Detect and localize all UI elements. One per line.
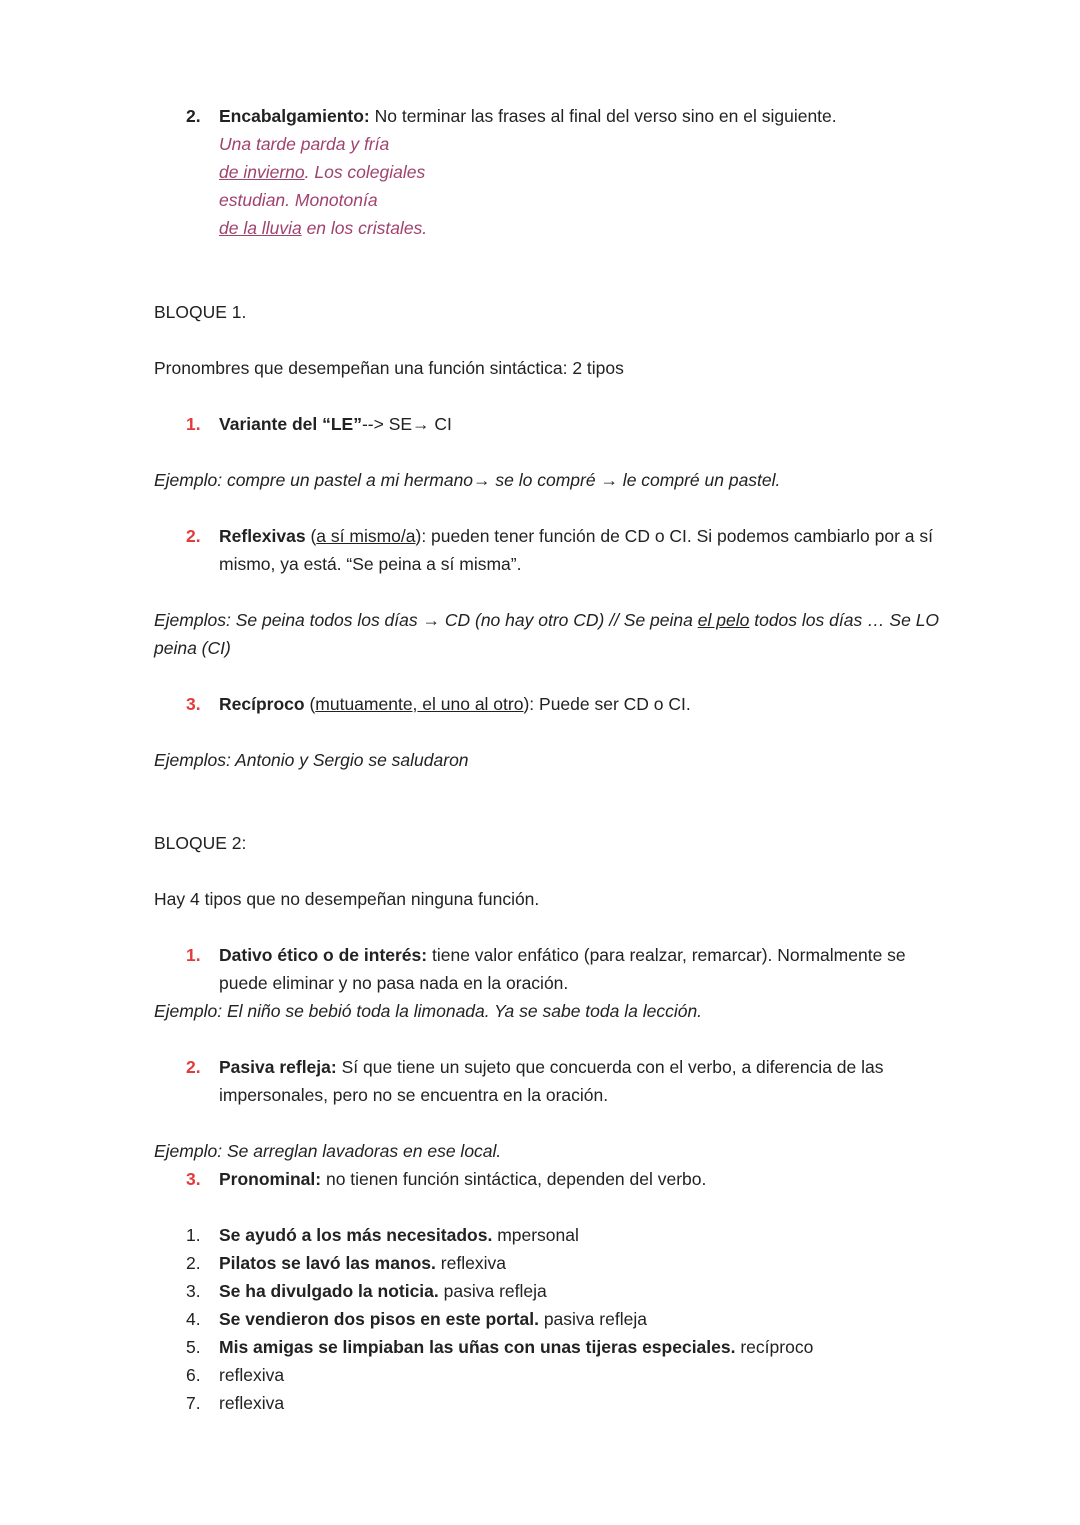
exercise-answer: reflexiva xyxy=(440,1253,506,1273)
item-text: tiene valor enfático (para realzar, remarcar). Normalmente se xyxy=(431,945,906,965)
term: Variante del “LE” xyxy=(219,414,362,434)
list-item xyxy=(219,1055,975,1079)
section-intro: Pronombres que desempeñan una función sintáctica: 2 tipos xyxy=(154,358,624,378)
exercise-number: 4. xyxy=(186,1309,201,1329)
example xyxy=(154,608,975,632)
term: Pasiva refleja: xyxy=(219,1057,337,1077)
exercise-item xyxy=(219,1279,547,1303)
list-item xyxy=(219,1167,706,1191)
term: Pronominal: xyxy=(219,1169,322,1189)
list-number: 3. xyxy=(186,694,201,714)
exercise-answer: pasiva refleja xyxy=(443,1281,547,1301)
exercise-sentence: Se ayudó a los más necesitados. xyxy=(219,1225,493,1245)
exercise-item xyxy=(219,1251,506,1275)
exercise-sentence: Pilatos se lavó las manos. xyxy=(219,1253,436,1273)
item-text: no tienen función sintáctica, dependen del verbo. xyxy=(325,1169,707,1189)
underlined-text: de la lluvia xyxy=(219,218,302,238)
example-text: Ejemplo: compre un pastel a mi hermano→ se lo compré → le compré un pastel. xyxy=(154,470,781,490)
exercise-item xyxy=(219,1391,284,1415)
verse-text: . Los colegiales xyxy=(304,162,426,182)
example-text: Ejemplo: Se arreglan lavadoras en ese local. xyxy=(154,1141,502,1161)
example xyxy=(154,468,780,492)
example-text: Ejemplos: Antonio y Sergio se saludaron xyxy=(154,750,469,770)
item-text: Sí que tiene un sujeto que concuerda con el verbo, a diferencia de las xyxy=(341,1057,884,1077)
exercise-item xyxy=(219,1307,647,1331)
exercise-answer: pasiva refleja xyxy=(543,1309,647,1329)
exercise-sentence: Se ha divulgado la noticia. xyxy=(219,1281,439,1301)
exercise-answer: recíproco xyxy=(740,1337,814,1357)
example-continuation xyxy=(154,636,231,660)
term: Reflexivas xyxy=(219,526,306,546)
section-intro: Hay 4 tipos que no desempeñan ninguna función. xyxy=(154,889,540,909)
term: Encabalgamiento: xyxy=(219,106,370,126)
section-title: BLOQUE 1. xyxy=(154,302,247,322)
definition-text: No terminar las frases al final del verso sino en el siguiente. xyxy=(374,106,837,126)
section-title: BLOQUE 2: xyxy=(154,833,247,853)
underlined-text: a sí mismo/a xyxy=(316,526,416,546)
exercise-item xyxy=(219,1335,813,1359)
verse-line xyxy=(219,160,425,184)
verse-line xyxy=(219,216,427,240)
list-number: 3. xyxy=(186,1169,201,1189)
exercise-answer: reflexiva xyxy=(219,1393,285,1413)
term: Recíproco xyxy=(219,694,305,714)
list-item: Recíproco (mutuamente, el uno al otro): Puede ser CD o CI. xyxy=(219,694,691,714)
list-number: 2. xyxy=(186,1057,201,1077)
list-number: 1. xyxy=(186,945,201,965)
exercise-sentence: Se vendieron dos pisos en este portal. xyxy=(219,1309,539,1329)
underlined-text: mutuamente, el uno al otro xyxy=(315,694,524,714)
exercise-answer: mpersonal xyxy=(497,1225,579,1245)
verse-line: Una tarde parda y fría xyxy=(219,134,390,154)
item-continuation: puede eliminar y no pasa nada en la oración. xyxy=(219,973,569,993)
example-text: Ejemplo: El niño se bebió toda la limonada. Ya se sabe toda la lección. xyxy=(154,1001,703,1021)
example xyxy=(154,1139,501,1163)
example-text: Ejemplos: Se peina todos los días → CD (no hay otro CD) // Se peina xyxy=(154,610,693,630)
exercise-number: 1. xyxy=(186,1225,201,1245)
exercise-number: 5. xyxy=(186,1337,201,1357)
encabalgamiento-definition xyxy=(219,104,837,128)
item-text: ): Puede ser CD o CI. xyxy=(523,694,691,714)
item-text: ): pueden tener función de CD o CI. Si podemos cambiarlo por a sí xyxy=(415,526,933,546)
underlined-text: el pelo xyxy=(697,610,750,630)
list-item: Reflexivas (a sí mismo/a): pueden tener función de CD o CI. Si podemos cambiarlo por a sí xyxy=(219,526,933,546)
term: Dativo ético o de interés: xyxy=(219,945,428,965)
item-text: --> SE→ CI xyxy=(361,414,452,434)
list-number: 2. xyxy=(186,106,201,126)
exercise-answer: reflexiva xyxy=(219,1365,285,1385)
exercise-item xyxy=(219,1363,284,1387)
underlined-text: de invierno xyxy=(219,162,305,182)
example xyxy=(154,999,702,1023)
exercise-item xyxy=(219,1223,579,1247)
item-continuation: mismo, ya está. “Se peina a sí misma”. xyxy=(219,554,522,574)
exercise-number: 6. xyxy=(186,1365,201,1385)
verse-line: estudian. Monotonía xyxy=(219,190,378,210)
list-item xyxy=(219,943,975,967)
list-number: 2. xyxy=(186,526,201,546)
exercise-number: 3. xyxy=(186,1281,201,1301)
list-number: 1. xyxy=(186,414,201,434)
exercise-number: 7. xyxy=(186,1393,201,1413)
exercise-number: 2. xyxy=(186,1253,201,1273)
list-item xyxy=(219,412,452,436)
verse-text: en los cristales. xyxy=(301,218,428,238)
example xyxy=(154,748,469,772)
example-text: todos los días … Se LO xyxy=(754,610,940,630)
item-continuation: impersonales, pero no se encuentra en la oración. xyxy=(219,1085,609,1105)
exercise-sentence: Mis amigas se limpiaban las uñas con unas tijeras especiales. xyxy=(219,1337,736,1357)
example-text: peina (CI) xyxy=(154,638,231,658)
